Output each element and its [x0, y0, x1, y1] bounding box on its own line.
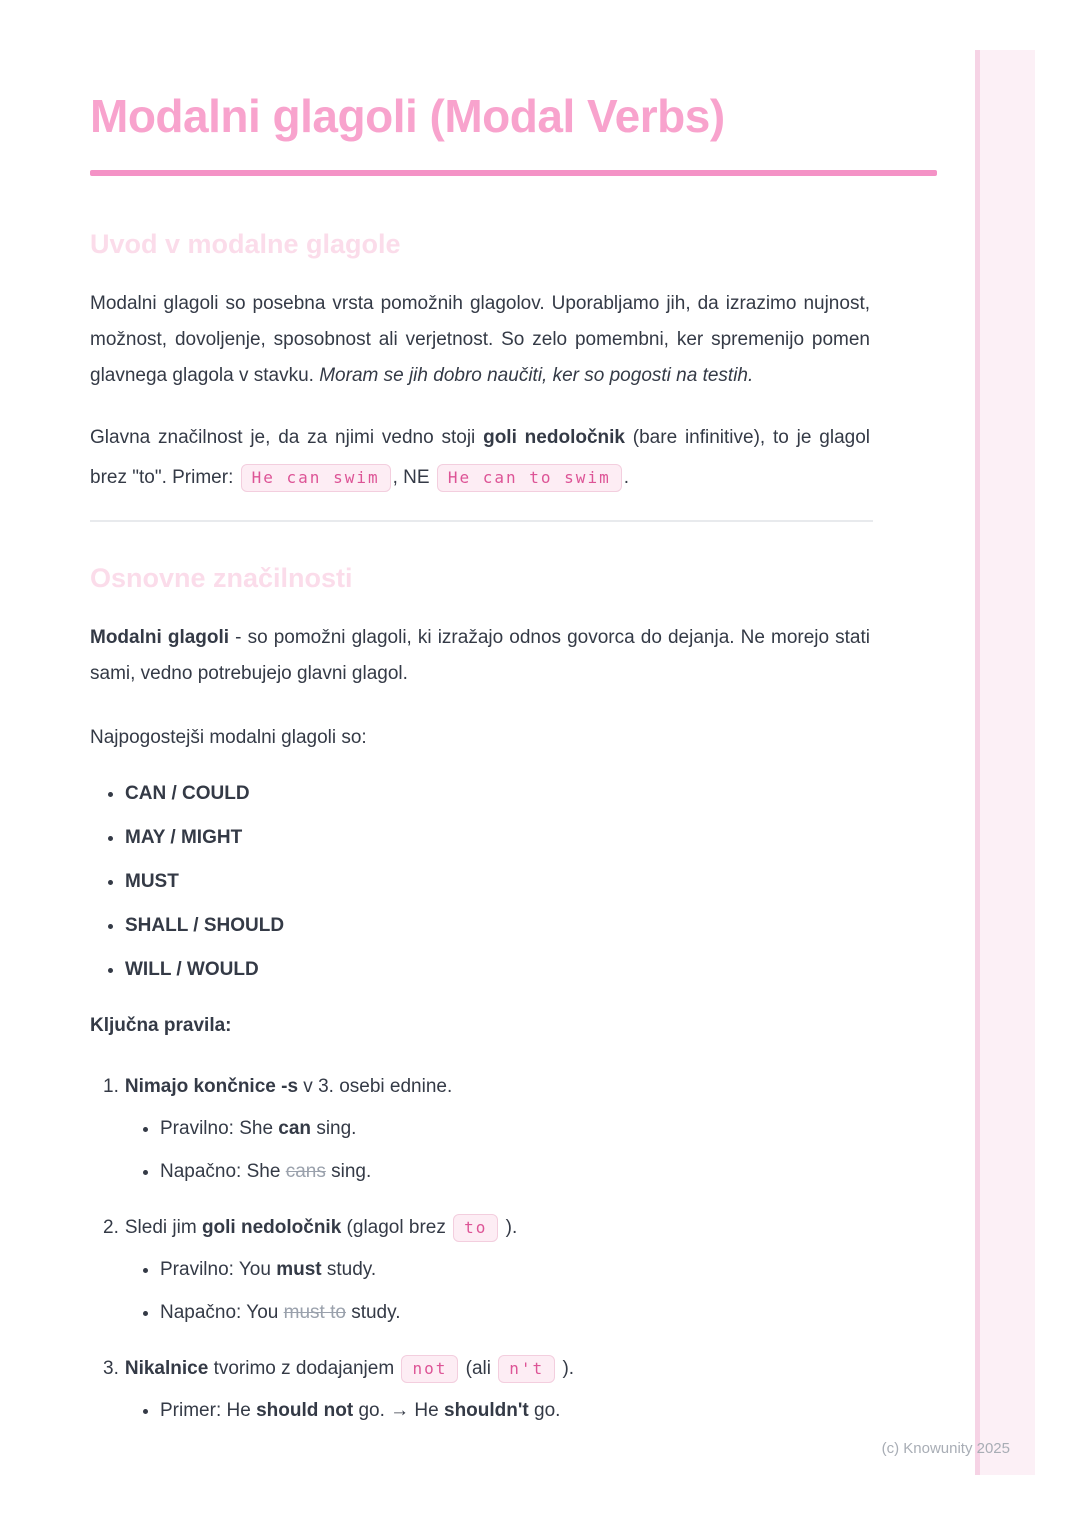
italic-note: Moram se jih dobro naučiti, ker so pogosti na testih.: [319, 365, 754, 386]
strikethrough-error: must to: [283, 1302, 346, 1323]
text-run: Pravilno: You: [160, 1259, 277, 1280]
modal-verbs-list: [90, 782, 937, 982]
section-basics: [90, 562, 937, 1426]
bold-term: goli nedoločnik: [483, 427, 625, 448]
sidebar-accent-bar: [975, 50, 1035, 1475]
rule-item-1: [103, 1068, 870, 1187]
modal-verb-item: [125, 826, 937, 850]
bold-term: Modalni glagoli: [90, 627, 230, 648]
bold-term: Nikalnice: [124, 1358, 209, 1379]
rule-2-examples: [103, 1255, 870, 1328]
strikethrough-error: cans: [285, 1161, 326, 1182]
text-run: go.: [528, 1400, 561, 1421]
text-run: study.: [321, 1259, 377, 1280]
text-run: v 3. osebi ednine.: [298, 1076, 453, 1097]
modal-verb-label: WILL / WOULD: [125, 959, 259, 980]
rule-1-text: [103, 1068, 870, 1106]
footer-copyright: (c) Knowunity 2025: [881, 1440, 1010, 1457]
modal-verb-label: MAY / MIGHT: [125, 827, 243, 848]
bold-term: should not: [256, 1400, 354, 1421]
text-run: sing.: [325, 1161, 372, 1182]
rule-item-3: [103, 1350, 870, 1426]
text-run: Pravilno: She: [160, 1118, 279, 1139]
text-run: Glavna značilnost je, da za njimi vedno stoji: [90, 427, 484, 448]
text-run: study.: [345, 1302, 401, 1323]
example-primer: [160, 1396, 870, 1426]
inline-code-not: not: [401, 1355, 458, 1383]
modal-verb-item: [125, 914, 937, 938]
basics-paragraph-2: Najpogostejši modalni glagoli so:: [90, 727, 367, 748]
text-run: tvorimo z dodajanjem: [208, 1358, 400, 1379]
example-wrong: [160, 1157, 870, 1187]
title-underline: [90, 170, 937, 176]
example-wrong: [160, 1298, 870, 1328]
example-correct: [160, 1255, 870, 1285]
modal-verb-label: MUST: [125, 871, 179, 892]
text-run: Primer: He: [160, 1400, 257, 1421]
bold-term: Nimajo končnice -s: [124, 1076, 299, 1097]
section-divider: [90, 520, 873, 522]
text-run: .: [623, 467, 629, 488]
rule-3-examples: [103, 1396, 870, 1426]
text-run: Napačno: You: [160, 1302, 284, 1323]
rule-item-2: [103, 1209, 870, 1328]
text-run: Sledi jim: [124, 1217, 202, 1238]
rules-list: [90, 1068, 870, 1426]
inline-code-to: to: [453, 1214, 498, 1242]
example-correct: [160, 1114, 870, 1144]
text-run: (ali: [460, 1358, 497, 1379]
rule-3-text: [103, 1350, 870, 1388]
inline-code-nt: n't: [498, 1355, 555, 1383]
modal-verb-item: [125, 870, 937, 894]
section-heading-intro: Uvod v modalne glagole: [90, 229, 401, 259]
modal-verb-item: [125, 958, 937, 982]
modal-verb-label: CAN / COULD: [125, 783, 250, 804]
text-run: sing.: [311, 1118, 357, 1139]
rule-number: 2.: [103, 1217, 119, 1238]
bold-term: shouldn't: [444, 1400, 529, 1421]
document-content: [90, 0, 937, 1426]
section-heading-basics: Osnovne značilnosti: [90, 563, 353, 593]
rule-2-text: [103, 1209, 870, 1247]
rule-number: 3.: [103, 1358, 119, 1379]
text-run: Modalni glagoli so posebna vrsta pomožnih glagolov. Uporabljamo jih, da izrazimo nujnost, možnost, dovoljenje, sposobnost ali verjetnost. So zelo pomembni, ker spremenijo pomen glavnega glagola v stavku.: [90, 293, 870, 386]
text-run: (glagol brez: [341, 1217, 452, 1238]
intro-paragraph-1: [90, 286, 870, 394]
bold-term: can: [278, 1118, 312, 1139]
modal-verb-item: [125, 782, 937, 806]
section-intro: [90, 228, 937, 498]
rule-1-examples: [103, 1114, 870, 1187]
rule-number: 1.: [103, 1076, 119, 1097]
inline-code-wrong-example: He can to swim: [437, 464, 622, 492]
intro-paragraph-2: [90, 418, 870, 498]
bold-term: goli nedoločnik: [201, 1217, 342, 1238]
rules-heading: Ključna pravila:: [90, 1015, 232, 1036]
text-run: ).: [557, 1358, 575, 1379]
bold-term: must: [276, 1259, 322, 1280]
basics-paragraph-1: [90, 620, 870, 692]
page-title: Modalni glagoli (Modal Verbs): [90, 90, 725, 142]
text-run: (bare infinitive), to je glagol brez "to". Primer:: [90, 427, 870, 488]
text-run: Napačno: She: [160, 1161, 286, 1182]
inline-code-correct-example: He can swim: [241, 464, 391, 492]
modal-verb-label: SHALL / SHOULD: [125, 915, 285, 936]
text-run: - so pomožni glagoli, ki izražajo odnos govorca do dejanja. Ne morejo stati sami, vedno potrebujejo glavni glagol.: [90, 627, 870, 684]
text-run: go. → He: [353, 1400, 444, 1421]
text-run: , NE: [392, 467, 435, 488]
text-run: ).: [500, 1217, 518, 1238]
